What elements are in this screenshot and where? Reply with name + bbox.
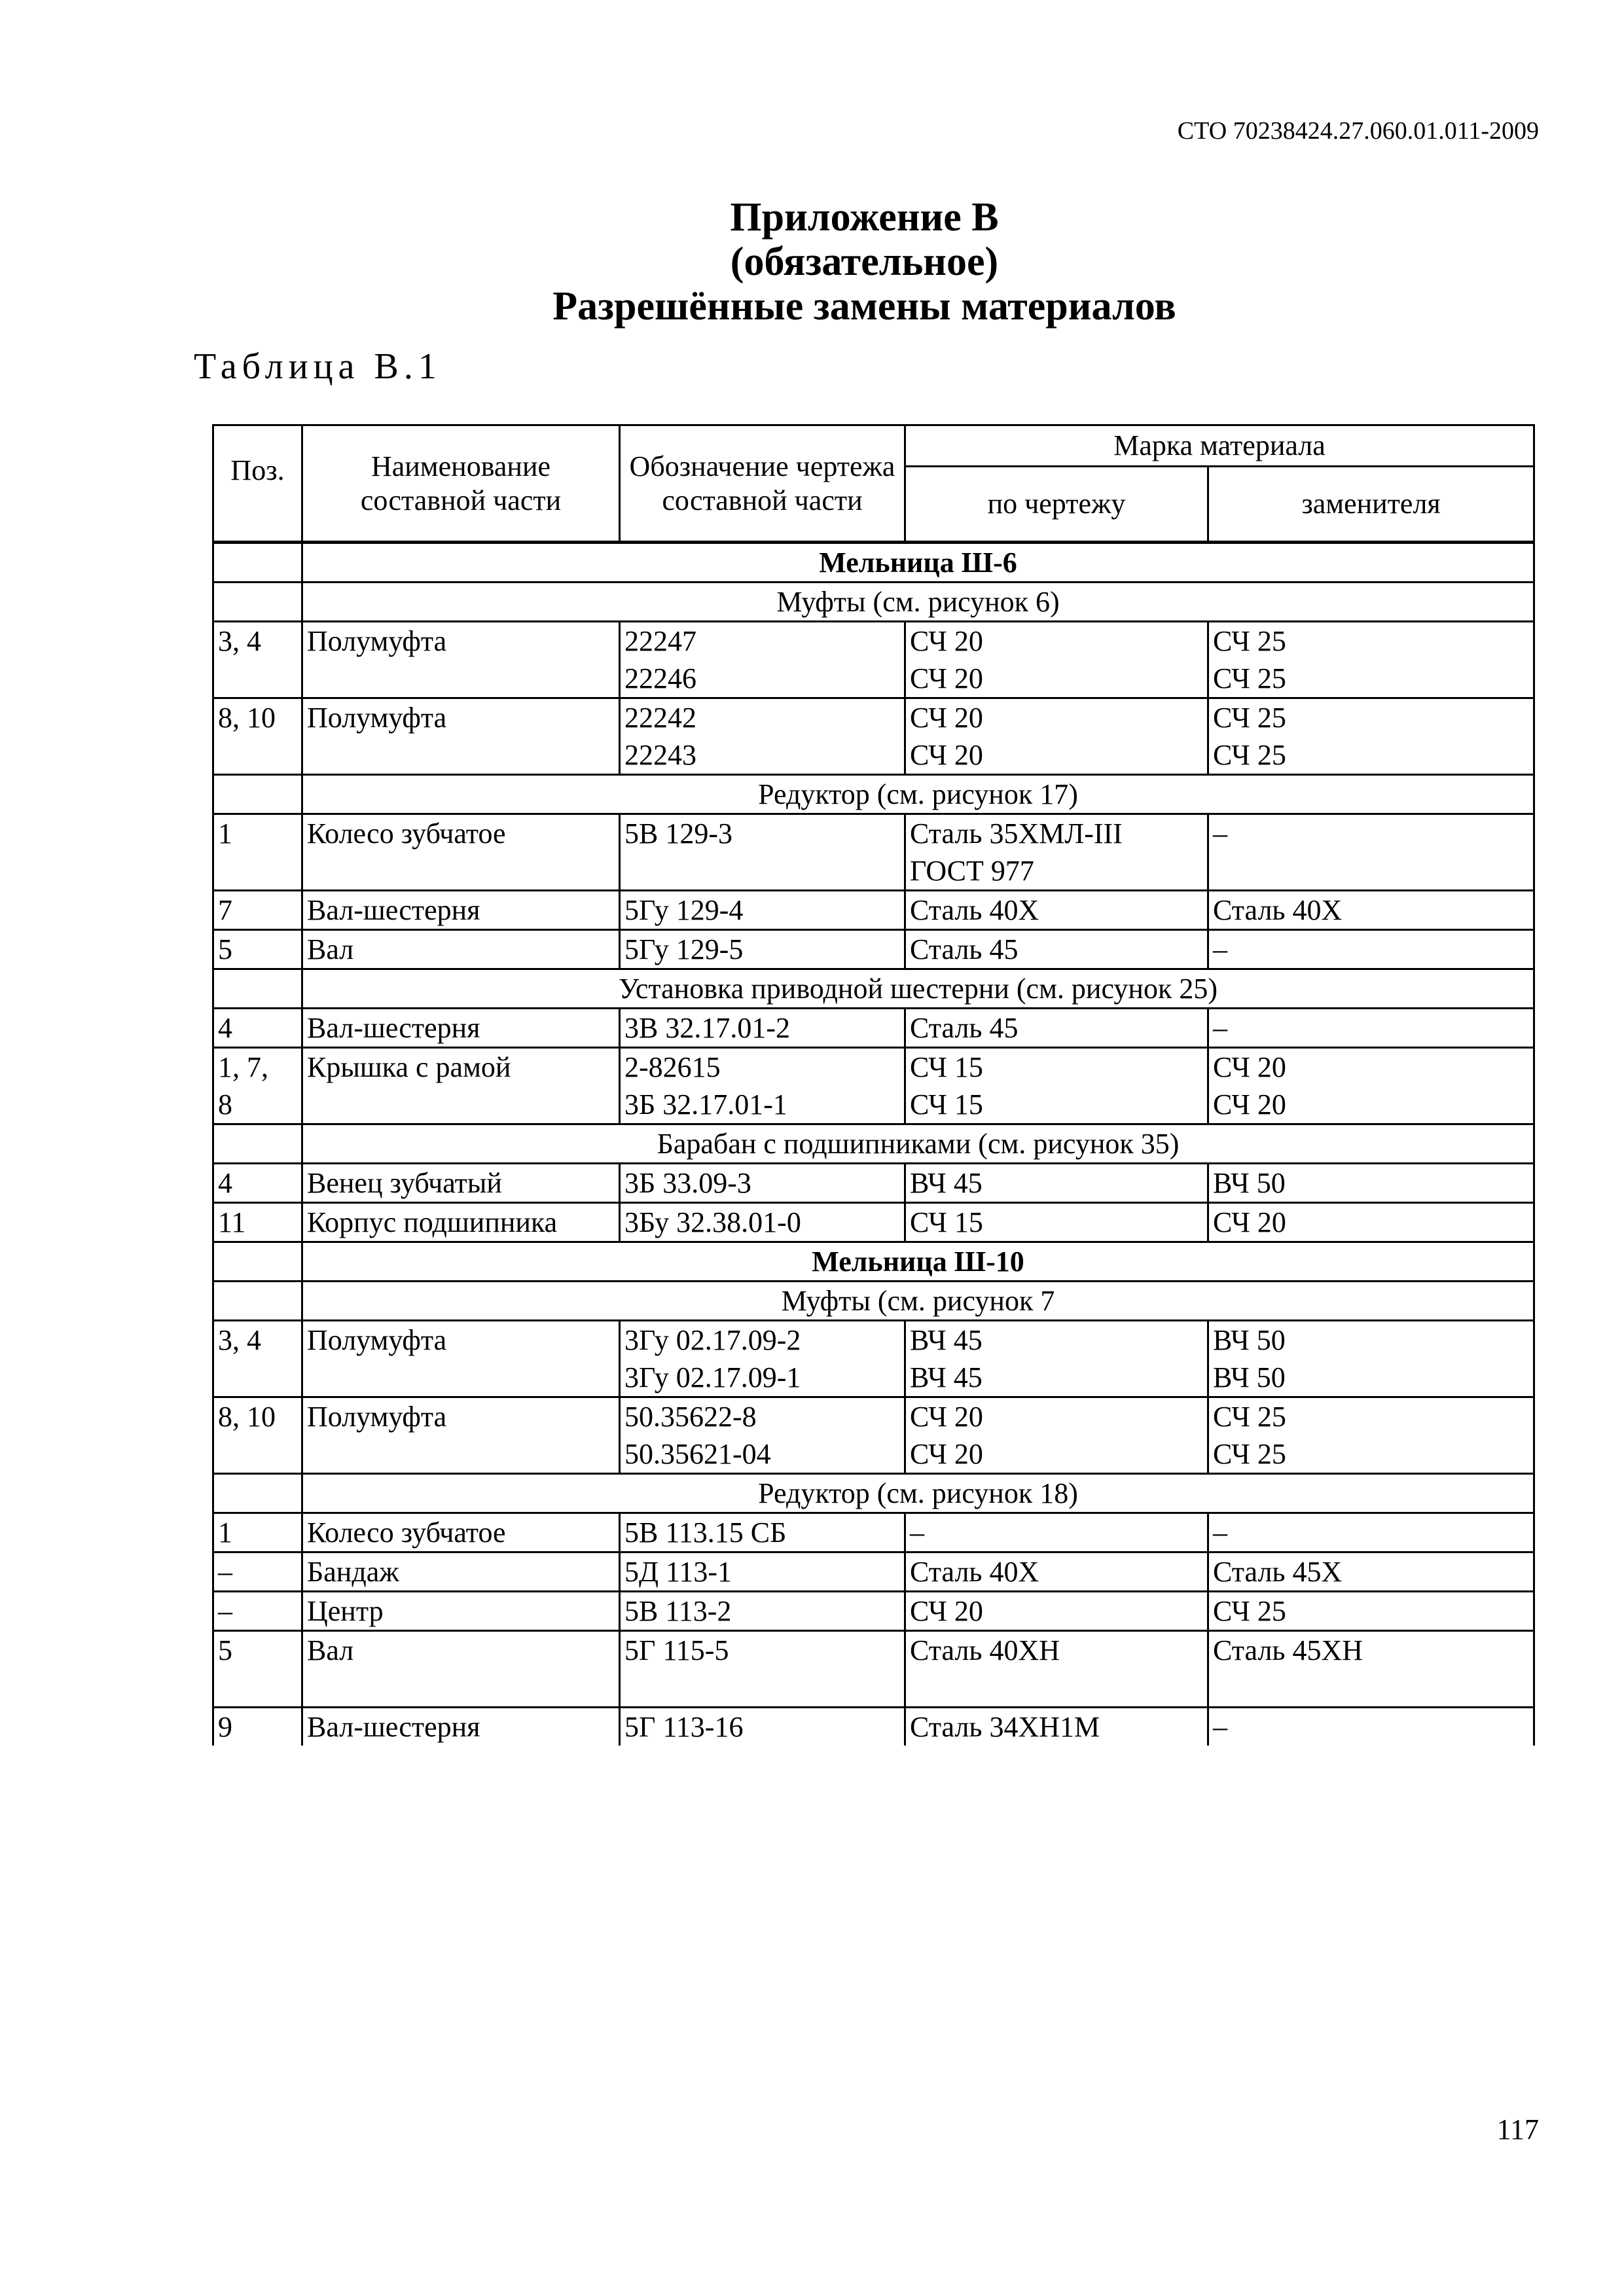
table-row [213, 1397, 1534, 1474]
cell-name: Вал [302, 1631, 620, 1708]
group-title: Редуктор (см. рисунок 17) [302, 775, 1534, 814]
page-number: 117 [1496, 2113, 1539, 2145]
section-title: Мельница Ш-6 [302, 543, 1534, 583]
cell-pos: 8, 10 [213, 698, 302, 775]
cell-designation: 5Г 113-16 [620, 1708, 905, 1746]
cell-designation: 22242 22243 [620, 698, 905, 775]
cell-name: Бандаж [302, 1552, 620, 1592]
appendix-title: Приложение В [730, 195, 999, 240]
col-header-pos: Поз. [213, 425, 302, 543]
cell-by-drawing: Сталь 45 [905, 1009, 1208, 1048]
cell-by-drawing: СЧ 15 СЧ 15 [905, 1048, 1208, 1124]
table-row [213, 1203, 1534, 1242]
cell-by-drawing: Сталь 40Х [905, 891, 1208, 930]
table-row [213, 1321, 1534, 1397]
cell-name: Центр [302, 1592, 620, 1631]
table-row [213, 1048, 1534, 1124]
appendix-subject: Разрешённые замены материалов [552, 284, 1176, 329]
cell-name: Крышка с рамой [302, 1048, 620, 1124]
cell-by-drawing: СЧ 20 СЧ 20 [905, 1397, 1208, 1474]
appendix-heading [52, 195, 1624, 329]
cell-name: Вал-шестерня [302, 891, 620, 930]
cell-substitute: СЧ 25 [1208, 1592, 1534, 1631]
col-header-by-drawing: по чертежу [905, 467, 1208, 543]
cell-by-drawing: СЧ 20 СЧ 20 [905, 698, 1208, 775]
cell-substitute: СЧ 25 СЧ 25 [1208, 1397, 1534, 1474]
cell-substitute: – [1208, 1009, 1534, 1048]
cell-pos: 1 [213, 1513, 302, 1552]
cell-substitute: – [1208, 814, 1534, 891]
cell-designation: 5Г 115-5 [620, 1631, 905, 1708]
cell-by-drawing: Сталь 45 [905, 930, 1208, 969]
cell-designation: 5В 129-3 [620, 814, 905, 891]
cell-designation: 22247 22246 [620, 622, 905, 698]
cell-pos: 4 [213, 1164, 302, 1203]
table-row [213, 698, 1534, 775]
cell-pos: 1, 7, 8 [213, 1048, 302, 1124]
group-pos-cell [213, 1282, 302, 1321]
cell-by-drawing: ВЧ 45 [905, 1164, 1208, 1203]
table-row [213, 1513, 1534, 1552]
cell-name: Полумуфта [302, 622, 620, 698]
cell-pos: 9 [213, 1708, 302, 1746]
table-body [213, 543, 1534, 1746]
col-header-designation: Обозначение чертежа составной части [620, 425, 905, 543]
col-header-name: Наименование составной части [302, 425, 620, 543]
cell-pos: 5 [213, 930, 302, 969]
cell-name: Полумуфта [302, 1321, 620, 1397]
cell-name: Полумуфта [302, 698, 620, 775]
cell-substitute: – [1208, 930, 1534, 969]
appendix-status: (обязательное) [730, 240, 999, 284]
cell-designation: 5В 113-2 [620, 1592, 905, 1631]
group-row [213, 775, 1534, 814]
group-row [213, 583, 1534, 622]
table-row [213, 1009, 1534, 1048]
cell-designation: 5Гу 129-5 [620, 930, 905, 969]
cell-pos: 4 [213, 1009, 302, 1048]
table-label: Таблица В.1 [194, 346, 442, 387]
section-title: Мельница Ш-10 [302, 1242, 1534, 1282]
cell-name: Вал-шестерня [302, 1708, 620, 1746]
cell-name: Колесо зубчатое [302, 1513, 620, 1552]
cell-pos: 1 [213, 814, 302, 891]
cell-name: Колесо зубчатое [302, 814, 620, 891]
table-row [213, 1708, 1534, 1746]
section-pos-cell [213, 543, 302, 583]
cell-designation: 3Бу 32.38.01-0 [620, 1203, 905, 1242]
cell-designation: 3Гу 02.17.09-2 3Гу 02.17.09-1 [620, 1321, 905, 1397]
cell-substitute: ВЧ 50 [1208, 1164, 1534, 1203]
group-pos-cell [213, 1124, 302, 1164]
cell-designation: 3Б 33.09-3 [620, 1164, 905, 1203]
group-pos-cell [213, 1474, 302, 1513]
cell-substitute: ВЧ 50 ВЧ 50 [1208, 1321, 1534, 1397]
group-row [213, 1124, 1534, 1164]
materials-table [212, 424, 1535, 1746]
cell-name: Вал [302, 930, 620, 969]
group-row [213, 969, 1534, 1009]
cell-designation: 5Д 113-1 [620, 1552, 905, 1592]
cell-name: Корпус подшипника [302, 1203, 620, 1242]
group-title: Установка приводной шестерни (см. рисунок 25) [302, 969, 1534, 1009]
cell-designation: 5Гу 129-4 [620, 891, 905, 930]
cell-by-drawing: Сталь 40Х [905, 1552, 1208, 1592]
cell-substitute: Сталь 45ХН [1208, 1631, 1534, 1708]
cell-by-drawing: СЧ 20 СЧ 20 [905, 622, 1208, 698]
table-row [213, 622, 1534, 698]
table-row [213, 1592, 1534, 1631]
cell-substitute: – [1208, 1513, 1534, 1552]
cell-by-drawing: Сталь 40ХН [905, 1631, 1208, 1708]
table-row [213, 814, 1534, 891]
group-pos-cell [213, 969, 302, 1009]
table-row [213, 1631, 1534, 1708]
table-row [213, 891, 1534, 930]
cell-designation: 5В 113.15 СБ [620, 1513, 905, 1552]
cell-pos: – [213, 1592, 302, 1631]
cell-substitute: СЧ 20 СЧ 20 [1208, 1048, 1534, 1124]
cell-substitute: СЧ 20 [1208, 1203, 1534, 1242]
cell-pos: 3, 4 [213, 1321, 302, 1397]
table-row [213, 1164, 1534, 1203]
cell-pos: 3, 4 [213, 622, 302, 698]
group-pos-cell [213, 775, 302, 814]
cell-pos: 8, 10 [213, 1397, 302, 1474]
cell-pos: – [213, 1552, 302, 1592]
section-row [213, 543, 1534, 583]
cell-designation: 2-82615 3Б 32.17.01-1 [620, 1048, 905, 1124]
cell-substitute: Сталь 40Х [1208, 891, 1534, 930]
col-header-material: Марка материала [905, 425, 1534, 467]
group-title: Муфты (см. рисунок 6) [302, 583, 1534, 622]
group-pos-cell [213, 583, 302, 622]
table-row [213, 930, 1534, 969]
cell-by-drawing: СЧ 15 [905, 1203, 1208, 1242]
cell-pos: 11 [213, 1203, 302, 1242]
cell-substitute: – [1208, 1708, 1534, 1746]
group-row [213, 1474, 1534, 1513]
cell-by-drawing: СЧ 20 [905, 1592, 1208, 1631]
cell-by-drawing: – [905, 1513, 1208, 1552]
cell-substitute: СЧ 25 СЧ 25 [1208, 622, 1534, 698]
cell-designation: 50.35622-8 50.35621-04 [620, 1397, 905, 1474]
cell-by-drawing: Сталь 34ХН1М [905, 1708, 1208, 1746]
group-title: Муфты (см. рисунок 7 [302, 1282, 1534, 1321]
table-row [213, 1552, 1534, 1592]
cell-name: Венец зубчатый [302, 1164, 620, 1203]
cell-name: Полумуфта [302, 1397, 620, 1474]
group-row [213, 1282, 1534, 1321]
standard-code: СТО 70238424.27.060.01.011-2009 [1177, 117, 1539, 145]
cell-by-drawing: Сталь 35ХМЛ-III ГОСТ 977 [905, 814, 1208, 891]
cell-name: Вал-шестерня [302, 1009, 620, 1048]
cell-pos: 7 [213, 891, 302, 930]
cell-designation: 3В 32.17.01-2 [620, 1009, 905, 1048]
section-pos-cell [213, 1242, 302, 1282]
cell-by-drawing: ВЧ 45 ВЧ 45 [905, 1321, 1208, 1397]
cell-pos: 5 [213, 1631, 302, 1708]
group-title: Редуктор (см. рисунок 18) [302, 1474, 1534, 1513]
cell-substitute: Сталь 45Х [1208, 1552, 1534, 1592]
col-header-substitute: заменителя [1208, 467, 1534, 543]
group-title: Барабан с подшипниками (см. рисунок 35) [302, 1124, 1534, 1164]
cell-substitute: СЧ 25 СЧ 25 [1208, 698, 1534, 775]
section-row [213, 1242, 1534, 1282]
